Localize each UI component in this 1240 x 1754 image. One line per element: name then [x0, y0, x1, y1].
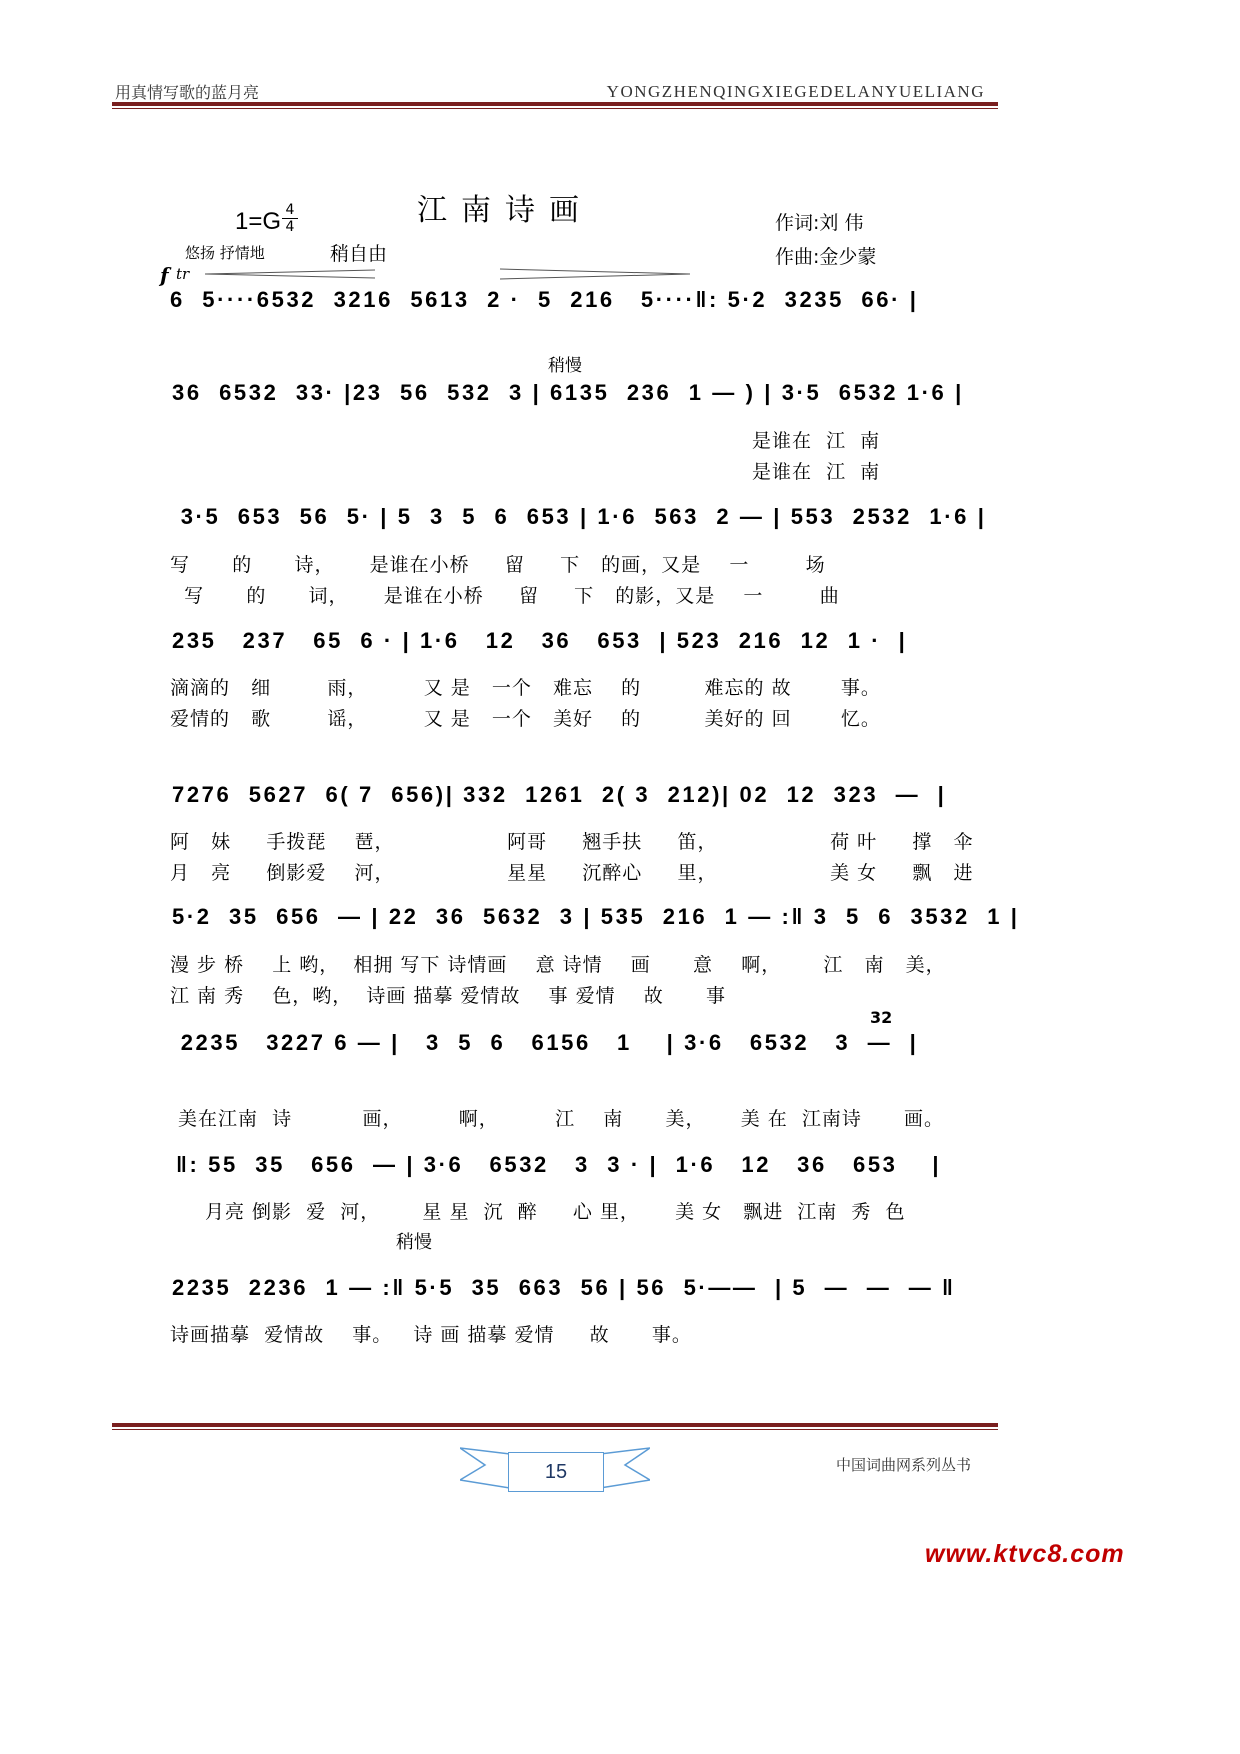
header-rule: [112, 102, 998, 106]
footer-rule-thin: [112, 1429, 998, 1430]
trill-mark: tr: [176, 265, 190, 283]
notation-row-8: ‖: 55 35 656 — | 3·6 6532 3 3 · | 1·6 12 36 653 |: [176, 1152, 942, 1177]
header-rule-thin: [112, 108, 998, 109]
lyric-line: 阿 妹 手拨琵 琶， 阿哥 翘手扶 笛， 荷 叶 撑 伞: [170, 831, 974, 853]
slow-mark-2: 稍慢: [396, 1232, 432, 1253]
notation-row-7: 2235 3227 6 — | 3 5 6 6156 1 | 3·6 6532 3 — |: [172, 1030, 919, 1055]
lyric-line: 美在江南 诗 画， 啊， 江 南 美， 美 在 江南诗 画。: [178, 1108, 945, 1130]
lyric-line: 月亮 倒影 爱 河， 星 星 沉 醉 心 里， 美 女 飘进 江南 秀 色: [205, 1201, 906, 1223]
notation-row-1: 6 5····6532 3216 5613 2 · 5 216 5····‖: 5·2 3235 66· |: [170, 287, 919, 312]
tempo-free-mark: 稍自由: [330, 243, 388, 265]
notation-row-3: 3·5 653 56 5· | 5 3 5 6 653 | 1·6 563 2 — | 553 2532 1·6 |: [172, 504, 987, 529]
notation-row-5: 7276 5627 6( 7 656)| 332 1261 2( 3 212)| 02 12 323 — |: [172, 782, 947, 807]
lyric-line: 写 的 词， 是谁在小桥 留 下 的影，又是 一 曲: [170, 585, 840, 607]
grace-notes: 32: [870, 1008, 893, 1027]
lyric-line: 爱情的 歌 谣， 又 是 一个 美好 的 美好的 回 忆。: [170, 708, 881, 730]
lyric-line: 月 亮 倒影爱 河， 星星 沉醉心 里， 美 女 飘 进: [170, 862, 974, 884]
notation-row-9: 2235 2236 1 — :‖ 5·5 35 663 56 | 56 5·—— | 5 — — — ‖: [172, 1275, 956, 1300]
lyric-line: 漫 步 桥 上 哟， 相拥 写下 诗情画 意 诗情 画 意 啊， 江 南 美，: [170, 954, 946, 976]
watermark: www.ktvc8.com: [925, 1540, 1125, 1568]
footer-rule: [112, 1423, 998, 1427]
song-title: 江南诗画: [417, 193, 593, 228]
lyric-line: 写 的 诗， 是谁在小桥 留 下 的画，又是 一 场: [170, 554, 826, 576]
time-top: 4: [285, 202, 295, 218]
lyricist: 作词:刘 伟: [775, 212, 864, 234]
key-signature: 1=G: [235, 208, 282, 235]
dynamic-mark: f: [160, 263, 169, 287]
header-right-title: YONGZHENQINGXIEGEDELANYUELIANG: [606, 82, 985, 101]
page-number: 15: [508, 1452, 604, 1492]
crescendo-lines: [205, 266, 695, 284]
composer: 作曲:金少蒙: [775, 246, 877, 268]
slow-mark-1: 稍慢: [548, 356, 582, 376]
lyric-line: 诗画描摹 爱情故 事。 诗 画 描摹 爱情 故 事。: [170, 1324, 692, 1346]
lyric-line: 是谁在 江 南: [752, 430, 881, 452]
lyric-line: 滴滴的 细 雨， 又 是 一个 难忘 的 难忘的 故 事。: [170, 677, 881, 699]
time-signature: [282, 202, 298, 235]
notation-row-4: 235 237 65 6 · | 1·6 12 36 653 | 523 216 12 1 · |: [172, 628, 908, 653]
notation-row-6: 5·2 35 656 — | 22 36 5632 3 | 535 216 1 — :‖ 3 5 6 3532 1 |: [172, 904, 1020, 929]
lyric-line: 江 南 秀 色，哟， 诗画 描摹 爱情故 事 爱情 故 事: [170, 985, 726, 1007]
notation-row-2: 36 6532 33· |23 56 532 3 | 6135 236 1 — ) | 3·5 6532 1·6 |: [172, 380, 964, 405]
header-left-title: 用真情写歌的蓝月亮: [115, 83, 260, 102]
lyric-line: 是谁在 江 南: [752, 461, 881, 483]
expression-mark: 悠扬 抒情地: [185, 244, 265, 262]
series-name: 中国词曲网系列丛书: [836, 1456, 972, 1474]
time-bottom: 4: [285, 219, 295, 235]
